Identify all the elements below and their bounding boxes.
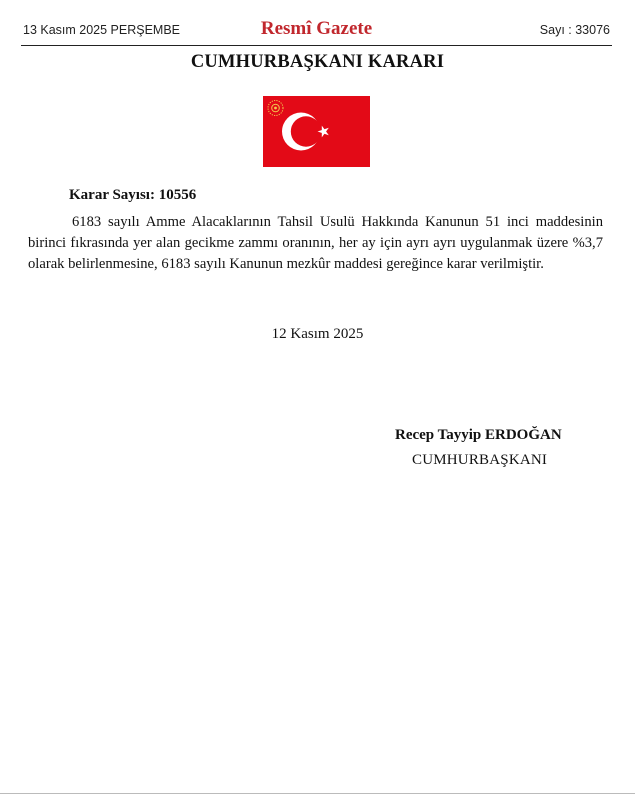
gazette-header xyxy=(21,18,612,46)
turkish-flag-icon xyxy=(263,96,370,167)
decision-body: 6183 sayılı Amme Alacaklarının Tahsil Usulü Hakkında Kanunun 51 inci maddesinin birinci fıkrasında yer alan gecikme zammı oranının, her ay için ayrı ayrı uygulanmak üzere %3,7 olarak belirlenmesine, 6183 sayılı Kanunun mezkûr maddesi gereğince karar verilmiştir. xyxy=(28,214,603,272)
issue-number: Sayı : 33076 xyxy=(539,23,610,37)
page-bottom-divider xyxy=(0,793,635,794)
signatory-title: CUMHURBAŞKANI xyxy=(412,452,548,468)
document-title: CUMHURBAŞKANI KARARI xyxy=(190,52,445,72)
gazette-title: Resmî Gazete xyxy=(260,18,373,39)
signatory-name: Recep Tayyip ERDOĞAN xyxy=(395,427,562,443)
decision-date: 12 Kasım 2025 xyxy=(271,326,364,342)
publication-date: 13 Kasım 2025 PERŞEMBE xyxy=(23,23,181,37)
decision-number: Karar Sayısı: 10556 xyxy=(69,187,197,203)
